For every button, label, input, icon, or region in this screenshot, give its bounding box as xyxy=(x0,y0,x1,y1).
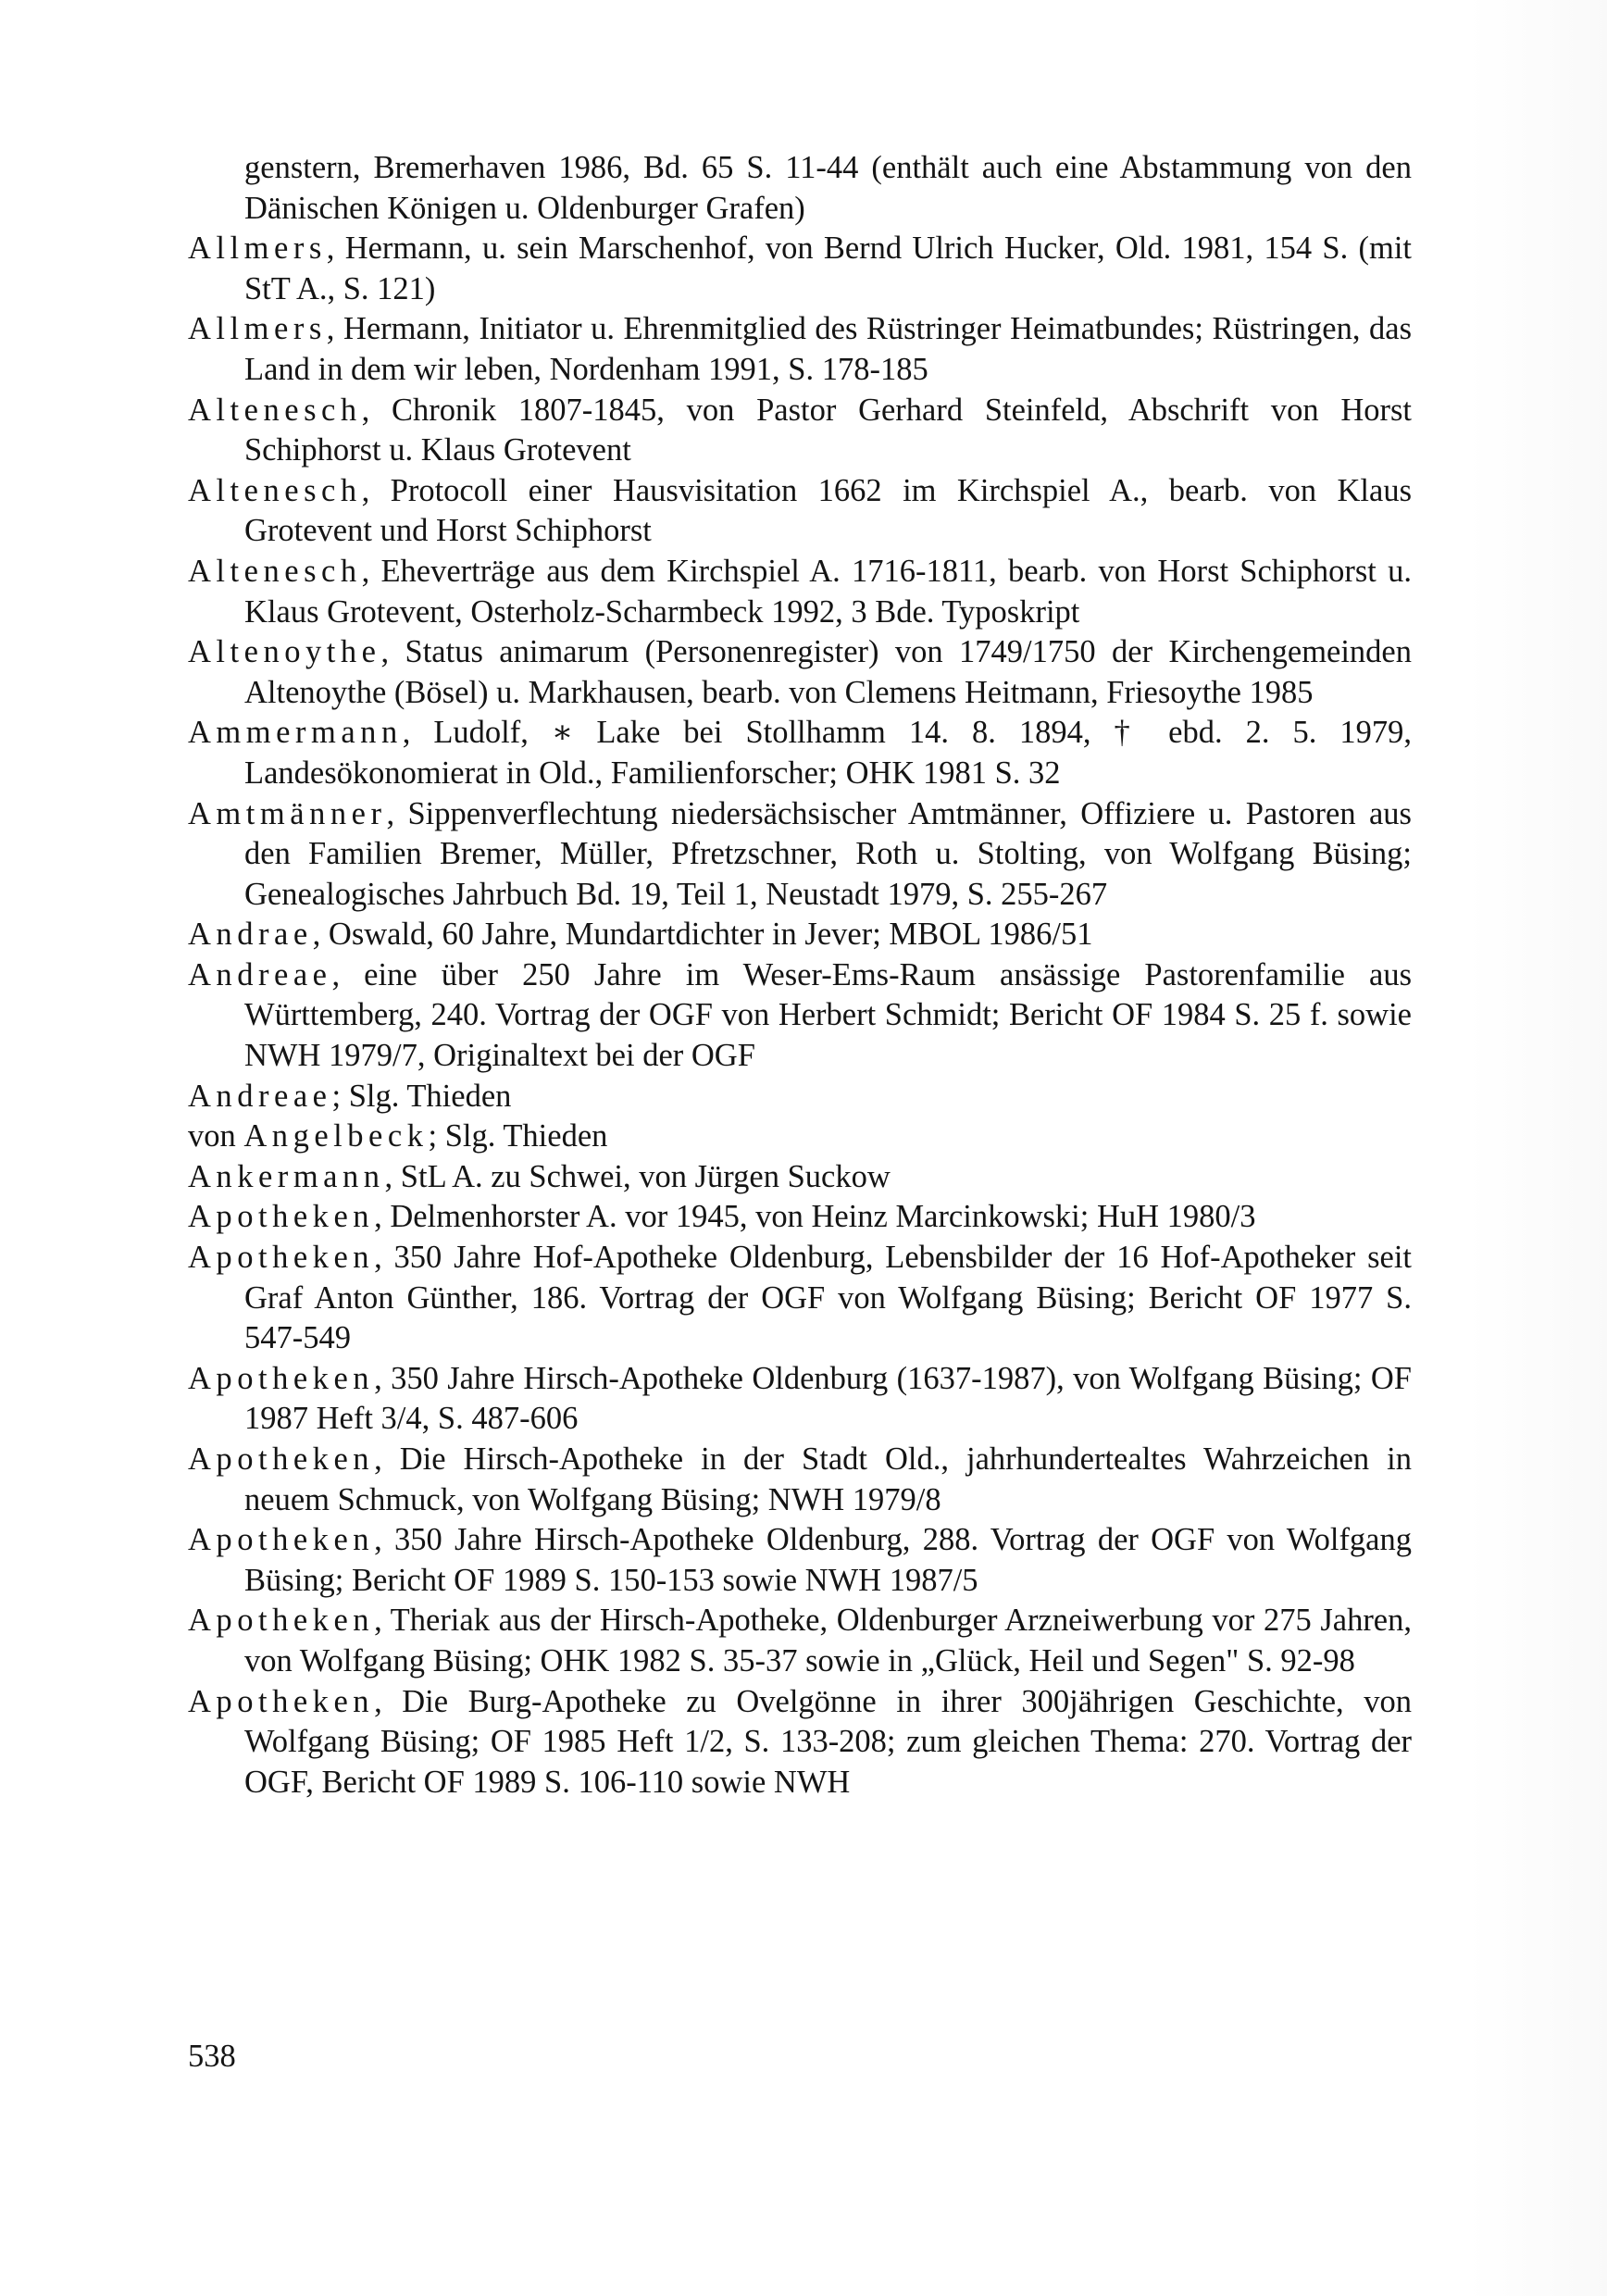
entry-headword: Allmers xyxy=(188,311,327,347)
entry-text: , Delmenhorster A. vor 1945, von Heinz Marcinkowski; HuH 1980/3 xyxy=(374,1199,1256,1235)
entry-headword: Altenoythe xyxy=(188,634,381,670)
entry-headword: Altenesch xyxy=(188,472,362,508)
entry-text: , Status animarum (Personenregister) von 1749/1750 der Kirchengemeinden Altenoythe (Bösel) u. Markhausen, bearb. von Clemens Heitmann, Friesoythe 1985 xyxy=(244,634,1412,710)
register-entry xyxy=(188,229,1412,309)
entry-text: , Sippenverflechtung niedersächsischer Amtmänner, Offiziere u. Pastoren aus den Familien Bremer, Müller, Pfretzschner, Roth u. Stolting, von Wolfgang Büsing; Genealogisches Jahrbuch Bd. 19, Teil 1, Neustadt 1979, S. 255-267 xyxy=(244,795,1412,912)
entry-text: , Hermann, Initiator u. Ehrenmitglied des Rüstringer Heimatbundes; Rüstringen, das Land in dem wir leben, Nordenham 1991, S. 178-185 xyxy=(244,311,1412,387)
entry-headword: Altenesch xyxy=(188,553,362,589)
entry-headword: Ammermann xyxy=(188,715,403,751)
register-entry xyxy=(188,148,1412,229)
entry-headword: Apotheken xyxy=(188,1683,375,1719)
entry-text: , Hermann, u. sein Marschenhof, von Bernd Ulrich Hucker, Old. 1981, 154 S. (mit StT A., S. 121) xyxy=(244,231,1412,306)
register-entry xyxy=(188,1440,1412,1520)
entry-headword: Amtmänner xyxy=(188,795,387,831)
entry-text: , Eheverträge aus dem Kirchspiel A. 1716-1811, bearb. von Horst Schiphorst u. Klaus Grotevent, Osterholz-Scharmbeck 1992, 3 Bde. Typoskript xyxy=(244,553,1412,630)
entry-text: , Die Burg-Apotheke zu Ovelgönne in ihrer 300jährigen Geschichte, von Wolfgang Büsing; OF 1985 Heft 1/2, S. 133-208; zum gleichen Thema: 270. Vortrag der OGF, Bericht OF 1989 S. 106-110 sowie NWH xyxy=(244,1683,1412,1800)
entry-headword: Apotheken xyxy=(188,1240,375,1276)
entry-headword: Apotheken xyxy=(188,1603,375,1639)
entry-text: , Oswald, 60 Jahre, Mundartdichter in Jever; MBOL 1986/51 xyxy=(312,917,1093,953)
entry-headword: Andreae xyxy=(188,956,332,992)
register-entry xyxy=(188,1682,1412,1803)
page-number: 538 xyxy=(188,2039,236,2074)
page-edge-shading xyxy=(1468,0,1607,2296)
entry-headword: Andrae xyxy=(188,917,313,953)
register-entry xyxy=(188,1157,1412,1198)
entry-text: genstern, Bremerhaven 1986, Bd. 65 S. 11-44 (enthält auch eine Abstammung von den Dänischen Königen u. Oldenburger Grafen) xyxy=(244,150,1412,226)
entry-text: , Ludolf, ∗ Lake bei Stollhamm 14. 8. 1894, † ebd. 2. 5. 1979, Landesökonomierat in Old., Familienforscher; OHK 1981 S. 32 xyxy=(244,715,1412,791)
register-entry xyxy=(188,713,1412,793)
register-text xyxy=(188,148,1412,1803)
entry-headword: Apotheken xyxy=(188,1522,375,1558)
entry-text: , eine über 250 Jahre im Weser-Ems-Raum ansässige Pastorenfamilie aus Württemberg, 240. Vortrag der OGF von Herbert Schmidt; Bericht OF 1984 S. 25 f. sowie NWH 1979/7, Originaltext bei der OGF xyxy=(244,956,1412,1074)
register-entry xyxy=(188,1359,1412,1440)
entry-headword: Apotheken xyxy=(188,1441,375,1477)
register-entry xyxy=(188,955,1412,1077)
register-entry xyxy=(188,1520,1412,1601)
entry-text: , 350 Jahre Hirsch-Apotheke Oldenburg (1637-1987), von Wolfgang Büsing; OF 1987 Heft 3/4, S. 487-606 xyxy=(244,1360,1412,1437)
register-entry xyxy=(188,1117,1412,1157)
entry-headword: Apotheken xyxy=(188,1199,375,1235)
entry-text: , Die Hirsch-Apotheke in der Stadt Old., jahrhundertealtes Wahrzeichen in neuem Schmuck, von Wolfgang Büsing; NWH 1979/8 xyxy=(244,1441,1412,1517)
entry-headword: Altenesch xyxy=(188,392,362,428)
entry-prefix: von xyxy=(188,1118,244,1154)
entry-headword: Andreae xyxy=(188,1078,332,1114)
entry-text: , 350 Jahre Hirsch-Apotheke Oldenburg, 288. Vortrag der OGF von Wolfgang Büsing; Bericht OF 1989 S. 150-153 sowie NWH 1987/5 xyxy=(244,1522,1412,1598)
register-entry xyxy=(188,309,1412,390)
register-entry xyxy=(188,552,1412,632)
register-entry xyxy=(188,391,1412,471)
register-entry xyxy=(188,632,1412,713)
entry-headword: Angelbeck xyxy=(243,1118,429,1154)
register-entry xyxy=(188,794,1412,916)
entry-text: ; Slg. Thieden xyxy=(331,1078,512,1114)
entry-text: ; Slg. Thieden xyxy=(428,1118,608,1154)
entry-headword: Ankermann xyxy=(188,1158,385,1194)
entry-text: , Protocoll einer Hausvisitation 1662 im Kirchspiel A., bearb. von Klaus Grotevent und Horst Schiphorst xyxy=(244,472,1412,549)
register-entry xyxy=(188,1077,1412,1117)
entry-text: , Theriak aus der Hirsch-Apotheke, Oldenburger Arzneiwerbung vor 275 Jahren, von Wolfgang Büsing; OHK 1982 S. 35-37 sowie in „Glück, Heil und Segen" S. 92-98 xyxy=(244,1603,1412,1678)
entry-text: , Chronik 1807-1845, von Pastor Gerhard Steinfeld, Abschrift von Horst Schiphorst u. Klaus Grotevent xyxy=(244,392,1412,468)
register-entry xyxy=(188,915,1412,955)
register-entry xyxy=(188,1601,1412,1681)
register-entry xyxy=(188,471,1412,552)
entry-headword: Apotheken xyxy=(188,1360,375,1396)
register-entry xyxy=(188,1238,1412,1359)
entry-text: , StL A. zu Schwei, von Jürgen Suckow xyxy=(384,1158,891,1194)
entry-text: , 350 Jahre Hof-Apotheke Oldenburg, Lebensbilder der 16 Hof-Apotheker seit Graf Anton Günther, 186. Vortrag der OGF von Wolfgang Büsing; Bericht OF 1977 S. 547-549 xyxy=(244,1240,1412,1356)
register-entry xyxy=(188,1197,1412,1238)
entry-headword: Allmers xyxy=(188,231,327,267)
